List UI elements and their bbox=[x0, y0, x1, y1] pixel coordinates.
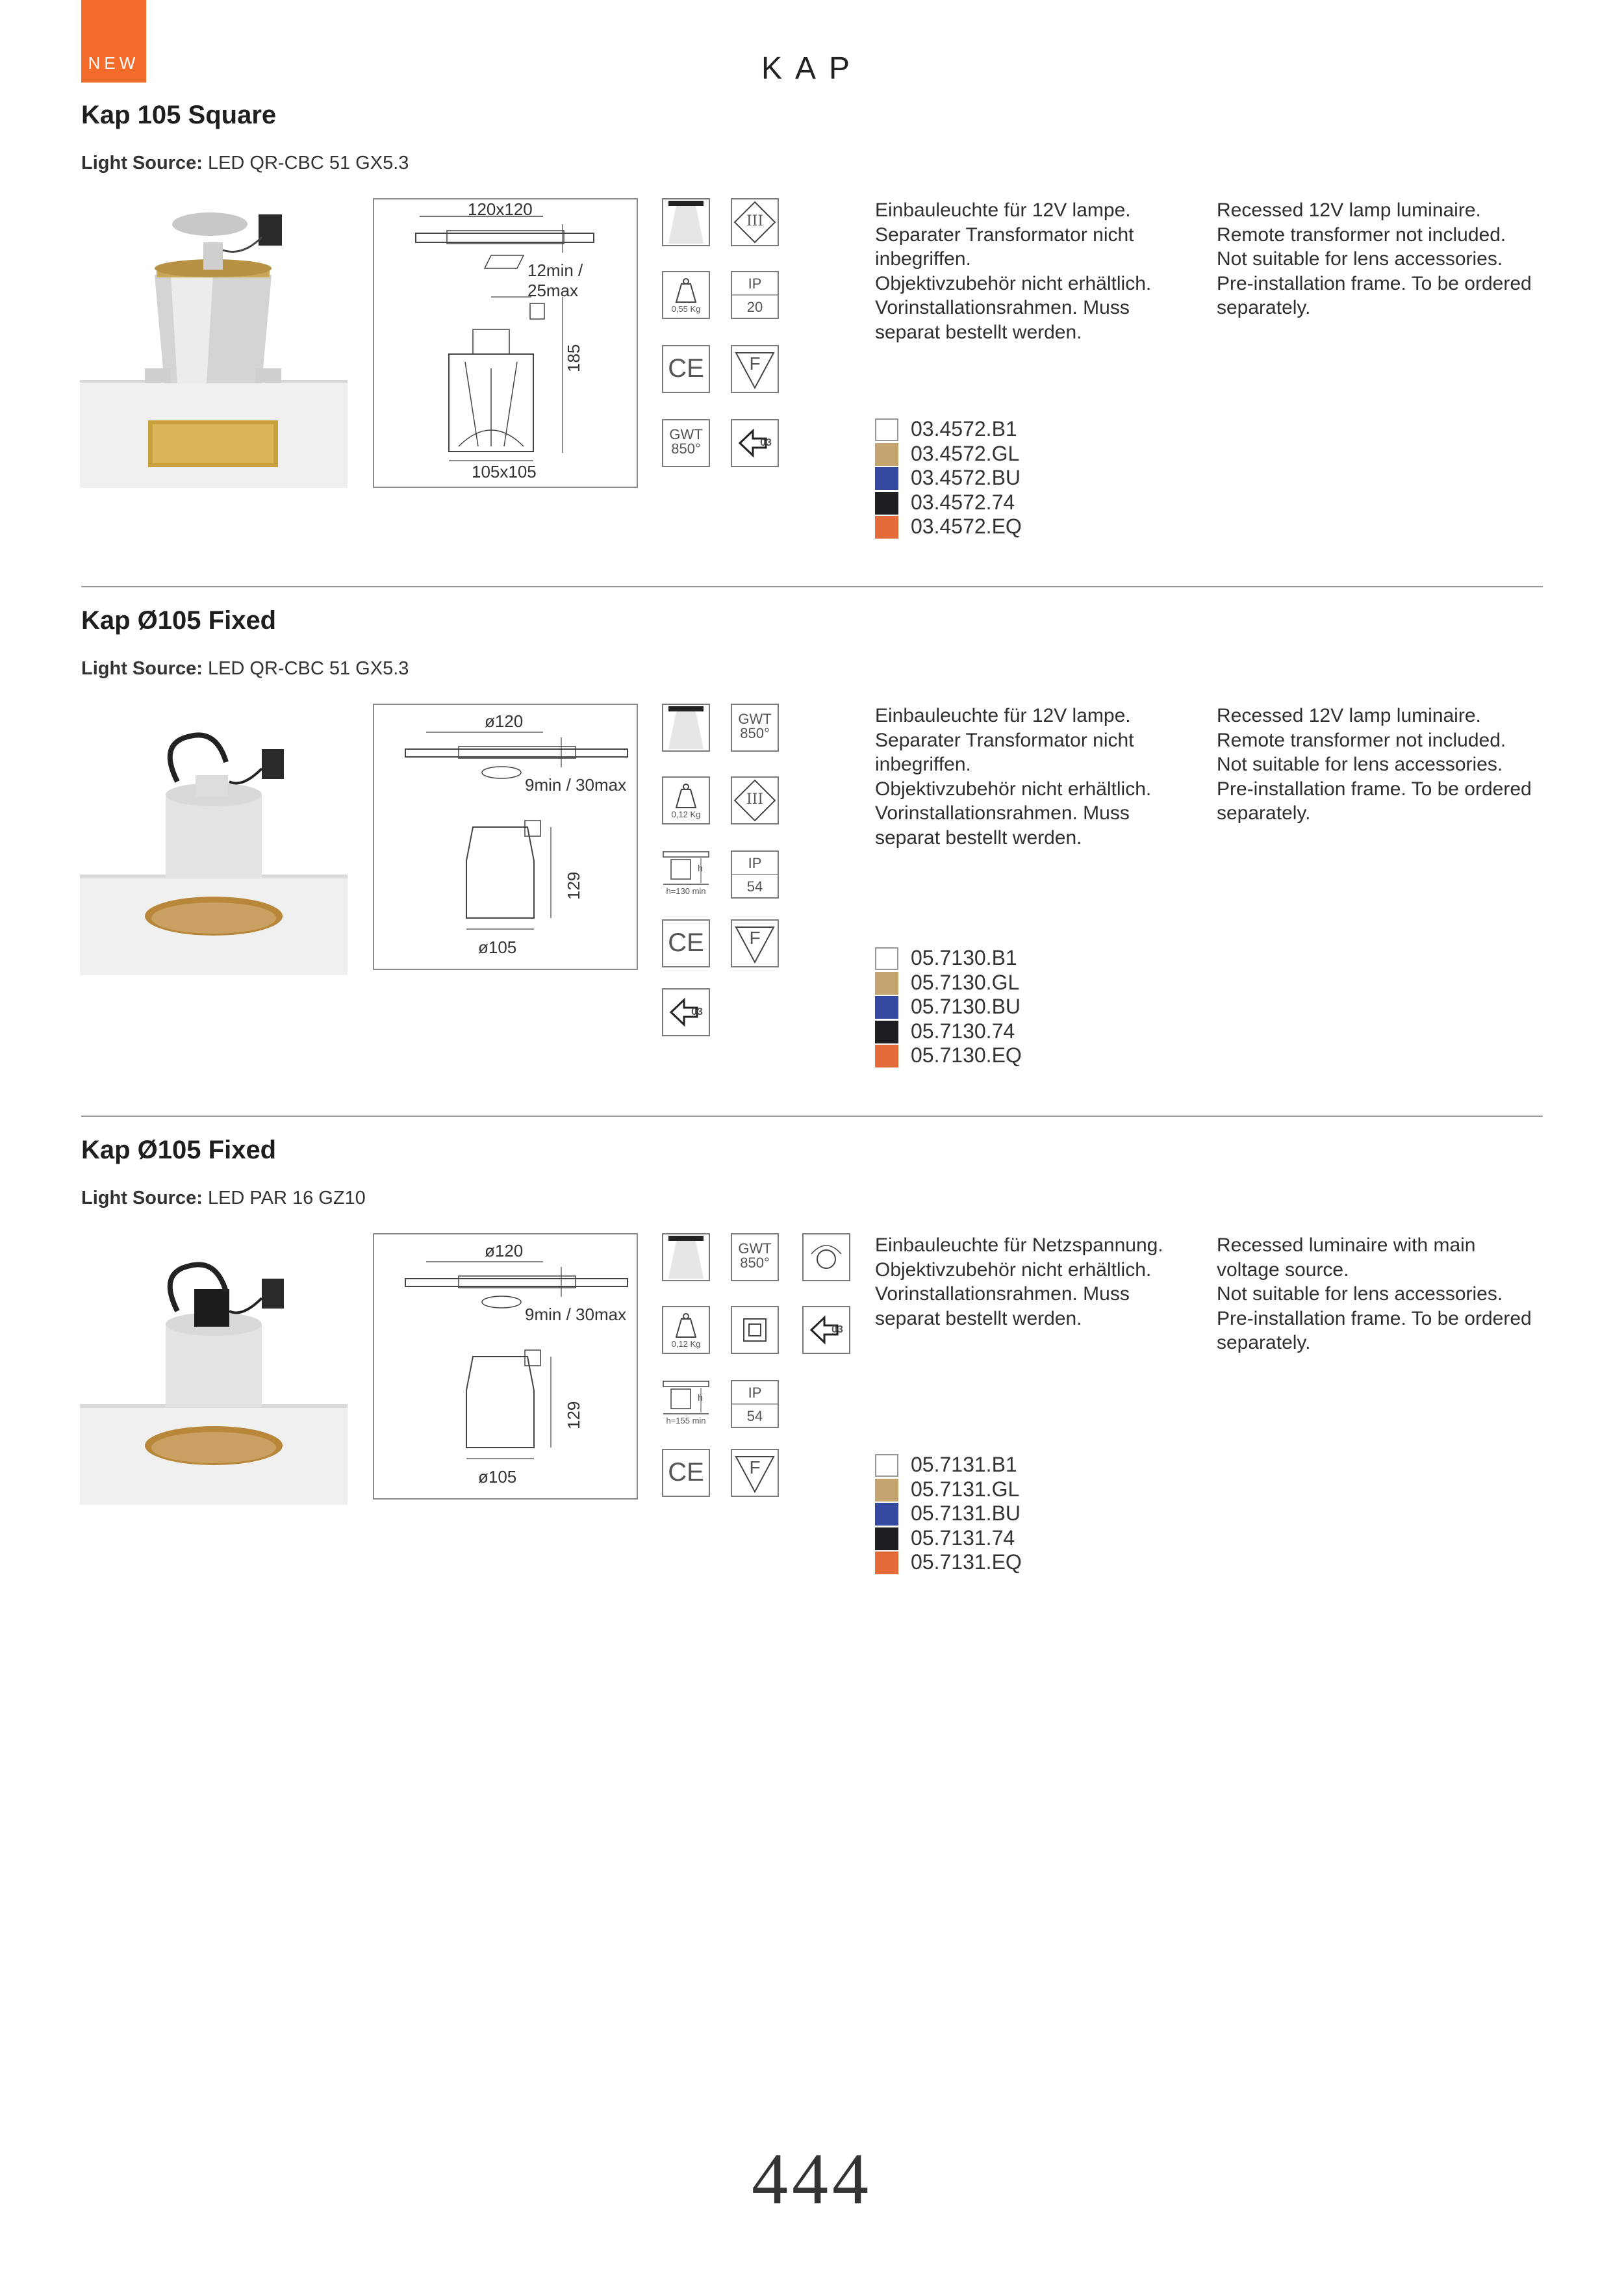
desc-line: Vorinstallationsrahmen. Muss bbox=[875, 1283, 1130, 1305]
light-source-value: LED QR-CBC 51 GX5.3 bbox=[207, 153, 409, 173]
beam-angle-icon bbox=[662, 704, 710, 752]
f-mark-icon bbox=[731, 345, 779, 393]
class-ii-icon bbox=[731, 1306, 779, 1354]
gwt-icon bbox=[731, 1233, 779, 1281]
finish-code: 05.7131.GL bbox=[911, 1477, 1020, 1501]
gwt-label: GWT bbox=[738, 711, 772, 727]
light-source-value: LED PAR 16 GZ10 bbox=[207, 1188, 366, 1208]
energy-class-icon bbox=[802, 1306, 850, 1354]
desc-line: Pre-installation frame. To be ordered bbox=[1217, 1307, 1532, 1329]
beam-angle-icon bbox=[662, 198, 710, 246]
desc-line: separat bestellt werden. bbox=[875, 1307, 1082, 1329]
install-depth-icon bbox=[662, 850, 710, 899]
finish-swatch-orange bbox=[875, 1045, 898, 1067]
ce-mark-icon bbox=[662, 919, 710, 967]
energy-class-icon bbox=[731, 419, 779, 467]
finish-swatch-orange bbox=[875, 1552, 898, 1574]
install-depth-icon bbox=[662, 1380, 710, 1428]
finish-code: 03.4572.GL bbox=[911, 441, 1020, 465]
dim-bottom: 105x105 bbox=[472, 462, 537, 481]
ip-value: 54 bbox=[746, 878, 763, 895]
desc-line: Einbauleuchte für 12V lampe. bbox=[875, 199, 1131, 221]
dim-thickness: 9min / 30max bbox=[525, 775, 627, 795]
desc-line: Separater Transformator nicht bbox=[875, 224, 1134, 246]
finish-swatch-blue bbox=[875, 1503, 898, 1526]
description-de bbox=[875, 1233, 1213, 1331]
energy-class-value: 03 bbox=[831, 1324, 843, 1335]
desc-line: separately. bbox=[1217, 1332, 1311, 1353]
technical-drawing bbox=[373, 198, 638, 488]
ip-value: 54 bbox=[746, 1408, 763, 1424]
class-iii-label: III bbox=[746, 213, 764, 229]
finish-swatch-black bbox=[875, 492, 898, 515]
finish-code: 05.7131.EQ bbox=[911, 1550, 1022, 1574]
ip-rating-icon bbox=[731, 1380, 779, 1428]
desc-line: Recessed 12V lamp luminaire. bbox=[1217, 199, 1481, 221]
ce-mark: CE bbox=[668, 928, 704, 957]
section-divider bbox=[81, 1116, 1543, 1117]
finish-code: 05.7130.74 bbox=[911, 1019, 1015, 1043]
desc-line: Objektivzubehör nicht erhältlich. bbox=[875, 778, 1152, 800]
energy-class-value: 03 bbox=[760, 437, 772, 448]
class-iii-icon bbox=[731, 198, 779, 246]
finish-swatch-blue bbox=[875, 996, 898, 1019]
technical-drawing bbox=[373, 704, 638, 970]
beam-angle-icon bbox=[662, 1233, 710, 1281]
desc-line: Objektivzubehör nicht erhältlich. bbox=[875, 272, 1152, 294]
product-section-kap-105-fixed-qr bbox=[0, 606, 1624, 1113]
desc-line: Not suitable for lens accessories. bbox=[1217, 754, 1503, 775]
desc-line: Vorinstallationsrahmen. Muss bbox=[875, 802, 1130, 824]
finish-swatch-white bbox=[875, 1454, 898, 1477]
light-source-label: Light Source: bbox=[81, 658, 203, 679]
f-mark: F bbox=[749, 1457, 761, 1477]
section-divider bbox=[81, 586, 1543, 587]
desc-line: Remote transformer not included. bbox=[1217, 224, 1506, 246]
dim-top: 120x120 bbox=[468, 199, 533, 219]
f-mark: F bbox=[749, 353, 761, 374]
dim-bottom: ø105 bbox=[478, 1467, 517, 1487]
gwt-icon bbox=[731, 704, 779, 752]
description-en bbox=[1217, 1233, 1554, 1355]
finish-swatch-orange bbox=[875, 516, 898, 539]
desc-line: Recessed 12V lamp luminaire. bbox=[1217, 705, 1481, 726]
dim-thickness: 9min / 30max bbox=[525, 1305, 627, 1324]
light-source bbox=[81, 153, 409, 174]
gwt-label: GWT bbox=[669, 426, 703, 442]
finish-code: 05.7131.B1 bbox=[911, 1453, 1017, 1476]
description-de bbox=[875, 704, 1213, 850]
class-iii-label: III bbox=[746, 791, 764, 808]
product-title: Kap Ø105 Fixed bbox=[81, 1136, 277, 1164]
ip-label: IP bbox=[748, 275, 762, 292]
desc-line: separat bestellt werden. bbox=[875, 321, 1082, 343]
finish-swatch-blue bbox=[875, 467, 898, 490]
desc-line: Einbauleuchte für Netzspannung. bbox=[875, 1234, 1163, 1256]
product-photo bbox=[80, 1233, 348, 1523]
finish-swatch-gold bbox=[875, 443, 898, 466]
weight-icon bbox=[662, 1306, 710, 1354]
install-depth-min: h=130 min bbox=[666, 886, 706, 896]
ip-rating-icon bbox=[731, 271, 779, 319]
f-mark: F bbox=[749, 928, 761, 948]
weight-value: 0,12 Kg bbox=[671, 810, 701, 819]
description-de bbox=[875, 198, 1213, 344]
finish-code: 03.4572.BU bbox=[911, 466, 1021, 489]
ip-rating-icon bbox=[731, 850, 779, 899]
gwt-label: GWT bbox=[738, 1240, 772, 1257]
dim-height: 129 bbox=[564, 1401, 583, 1429]
dim-height: 129 bbox=[564, 871, 583, 900]
desc-line: voltage source. bbox=[1217, 1258, 1349, 1281]
gwt-icon bbox=[662, 419, 710, 467]
page-number: 444 bbox=[752, 2139, 872, 2219]
light-source bbox=[81, 1188, 366, 1209]
gwt-value: 850° bbox=[740, 1255, 770, 1271]
finish-code: 05.7130.EQ bbox=[911, 1043, 1022, 1067]
install-depth-min: h=155 min bbox=[666, 1416, 706, 1425]
light-source-label: Light Source: bbox=[81, 153, 203, 173]
desc-line: Not suitable for lens accessories. bbox=[1217, 248, 1503, 270]
product-section-kap-105-fixed-par16 bbox=[0, 1136, 1624, 1642]
dim-height: 185 bbox=[564, 344, 583, 372]
finish-swatch-gold bbox=[875, 1479, 898, 1501]
description-en bbox=[1217, 198, 1554, 320]
desc-line: Pre-installation frame. To be ordered bbox=[1217, 272, 1532, 294]
finish-swatch-white bbox=[875, 418, 898, 441]
new-badge: NEW bbox=[81, 0, 146, 83]
desc-line: separat bestellt werden. bbox=[875, 826, 1082, 849]
desc-line: Einbauleuchte für 12V lampe. bbox=[875, 705, 1131, 726]
ip-label: IP bbox=[748, 1385, 762, 1401]
ce-mark: CE bbox=[668, 1458, 704, 1487]
product-section-kap-105-square bbox=[0, 101, 1624, 607]
ip-label: IP bbox=[748, 855, 762, 871]
f-mark-icon bbox=[731, 919, 779, 967]
finish-swatch-white bbox=[875, 947, 898, 970]
dim-top: ø120 bbox=[485, 711, 524, 731]
finish-swatch-black bbox=[875, 1527, 898, 1550]
finish-code: 05.7130.GL bbox=[911, 970, 1020, 994]
finish-code: 05.7130.B1 bbox=[911, 946, 1017, 969]
product-title: Kap Ø105 Fixed bbox=[81, 606, 277, 635]
ce-mark-icon bbox=[662, 345, 710, 393]
weight-value: 0,55 Kg bbox=[671, 304, 701, 314]
gwt-value: 850° bbox=[671, 441, 701, 457]
finish-code: 03.4572.74 bbox=[911, 490, 1015, 514]
product-photo bbox=[80, 704, 348, 993]
page-title: KAP bbox=[761, 51, 863, 86]
finish-code: 05.7131.BU bbox=[911, 1501, 1021, 1525]
weight-icon bbox=[662, 271, 710, 319]
light-source-label: Light Source: bbox=[81, 1188, 203, 1208]
ce-mark: CE bbox=[668, 354, 704, 383]
desc-line: inbegriffen. bbox=[875, 754, 971, 775]
description-en bbox=[1217, 704, 1554, 826]
class-iii-icon bbox=[731, 776, 779, 824]
desc-line: Pre-installation frame. To be ordered bbox=[1217, 778, 1532, 800]
finish-swatch-black bbox=[875, 1021, 898, 1043]
ce-mark-icon bbox=[662, 1449, 710, 1497]
f-mark-icon bbox=[731, 1449, 779, 1497]
desc-line: Recessed luminaire with main bbox=[1217, 1234, 1476, 1256]
finish-code: 03.4572.EQ bbox=[911, 515, 1022, 538]
finish-code: 05.7131.74 bbox=[911, 1526, 1015, 1550]
dim-top: ø120 bbox=[485, 1241, 524, 1260]
weight-value: 0,12 Kg bbox=[671, 1339, 701, 1349]
desc-line: Vorinstallationsrahmen. Muss bbox=[875, 297, 1130, 318]
desc-line: Separater Transformator nicht bbox=[875, 729, 1134, 751]
weight-icon bbox=[662, 776, 710, 824]
install-h-label: h bbox=[698, 1392, 703, 1403]
technical-drawing bbox=[373, 1233, 638, 1500]
desc-line: Remote transformer not included. bbox=[1217, 729, 1506, 751]
gwt-value: 850° bbox=[740, 725, 770, 741]
desc-line: separately. bbox=[1217, 802, 1311, 824]
desc-line: inbegriffen. bbox=[875, 248, 971, 270]
finish-code: 05.7130.BU bbox=[911, 995, 1021, 1018]
energy-class-icon bbox=[662, 988, 710, 1036]
finish-swatch-gold bbox=[875, 972, 898, 995]
desc-line: Objektivzubehör nicht erhältlich. bbox=[875, 1258, 1152, 1281]
lamp-type-icon bbox=[802, 1233, 850, 1281]
install-h-label: h bbox=[698, 863, 703, 873]
ip-value: 20 bbox=[746, 299, 763, 315]
desc-line: separately. bbox=[1217, 297, 1311, 318]
light-source bbox=[81, 658, 409, 680]
product-photo bbox=[80, 198, 348, 488]
dim-thickness: 12min / 25max bbox=[527, 261, 583, 300]
desc-line: Not suitable for lens accessories. bbox=[1217, 1283, 1503, 1305]
energy-class-value: 03 bbox=[691, 1006, 703, 1017]
finish-code: 03.4572.B1 bbox=[911, 417, 1017, 441]
product-title: Kap 105 Square bbox=[81, 101, 277, 129]
light-source-value: LED QR-CBC 51 GX5.3 bbox=[207, 658, 409, 679]
dim-bottom: ø105 bbox=[478, 938, 517, 957]
